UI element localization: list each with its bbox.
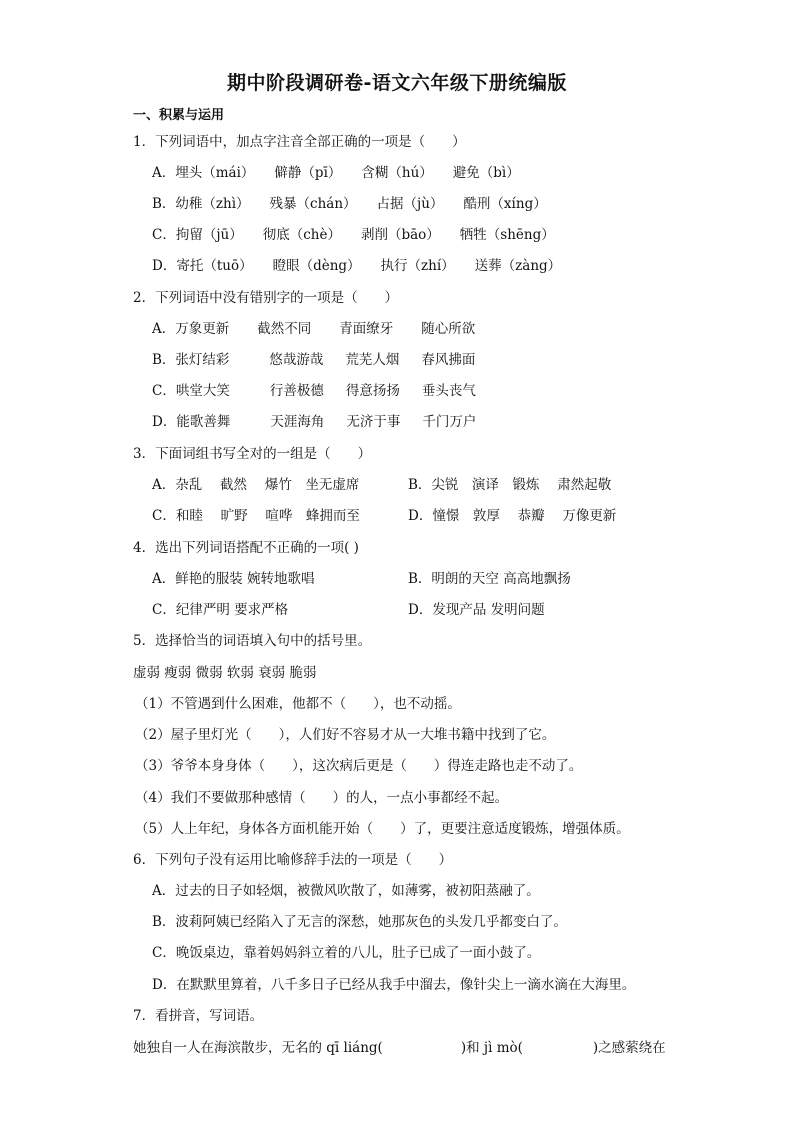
question-2-option-b: B．张灯结彩 悠哉游哉 荒芜人烟 春风拂面 — [152, 352, 476, 368]
question-1-stem: 1．下列词语中，加点字注音全部正确的一项是（ ） — [133, 134, 466, 150]
question-2-option-d: D．能歌善舞 天涯海角 无济于事 千门万户 — [152, 414, 477, 430]
question-5-word-bank: 虚弱 瘦弱 微弱 软弱 衰弱 脆弱 — [133, 665, 317, 681]
question-1-option-c: C．拘留（jū） 彻底（chè） 剥削（bāo） 牺牲（shēng） — [152, 227, 555, 243]
question-1-option-a: A．埋头（mái） 僻静（pī） 含糊（hú） 避免（bì） — [152, 165, 520, 181]
question-4-stem: 4．选出下列词语搭配不正确的一项( ) — [133, 540, 359, 556]
page-title: 期中阶段调研卷-语文六年级下册统编版 — [227, 72, 567, 94]
question-5-item-2: （2）屋子里灯光（ ），人们好不容易才从一大堆书籍中找到了它。 — [135, 727, 556, 743]
question-5-item-3: （3）爷爷本身身体（ ），这次病后更是（ ）得连走路也走不动了。 — [135, 758, 583, 774]
question-4-option-a: A．鲜艳的服装 婉转地歌唱 — [152, 571, 315, 587]
question-6-option-d: D．在默默里算着，八千多日子已经从我手中溜去，像针尖上一滴水滴在大海里。 — [152, 977, 636, 993]
question-2-option-a: A．万象更新 截然不同 青面缭牙 随心所欲 — [152, 321, 476, 337]
question-6-option-a: A．过去的日子如轻烟，被微风吹散了，如薄雾，被初阳蒸融了。 — [152, 883, 540, 899]
question-1-option-d: D．寄托（tuō） 瞪眼（dèng） 执行（zhí） 送葬（zàng） — [152, 258, 562, 274]
question-2-option-c: C．哄堂大笑 行善极德 得意扬扬 垂头丧气 — [152, 383, 476, 399]
question-2-stem: 2．下列词语中没有错别字的一项是（ ） — [133, 290, 399, 306]
question-7-sentence: 她独自一人在海滨散步，无名的 qī liáng( )和 jì mò( )之感萦绕在 — [133, 1040, 666, 1056]
question-6-option-b: B．波莉阿姨已经陷入了无言的深愁，她那灰色的头发几乎都变白了。 — [152, 914, 567, 930]
question-5-stem: 5．选择恰当的词语填入句中的括号里。 — [133, 633, 372, 649]
question-3-stem: 3．下面词组书写全对的一组是（ ） — [133, 446, 372, 462]
question-5-item-1: （1）不管遇到什么困难，他都不（ ），也不动摇。 — [135, 696, 461, 712]
question-3-option-a: A．杂乱 截然 爆竹 坐无虚席 — [152, 477, 360, 493]
question-3-option-d: D．憧憬 敦厚 恭瓣 万像更新 — [408, 508, 617, 524]
question-4-option-d: D．发现产品 发明问题 — [408, 602, 545, 618]
question-4-option-b: B．明朗的天空 高高地飘扬 — [408, 571, 571, 587]
question-5-item-4: （4）我们不要做那种感情（ ）的人，一点小事都经不起。 — [135, 790, 509, 806]
question-4-row-2 — [152, 598, 772, 618]
question-3-option-b: B．尖锐 演译 锻炼 肃然起敬 — [408, 477, 612, 493]
question-3-option-c: C．和睦 旷野 喧哗 蜂拥而至 — [152, 508, 360, 524]
question-4-row-1 — [152, 567, 772, 587]
question-3-row-1 — [152, 473, 772, 493]
section-heading: 一、积累与运用 — [133, 108, 225, 123]
question-5-item-5: （5）人上年纪，身体各方面机能开始（ ）了，更要注意适度锻炼，增强体质。 — [135, 821, 630, 837]
question-3-row-2 — [152, 504, 772, 524]
question-4-option-c: C．纪律严明 要求严格 — [152, 602, 289, 618]
question-7-stem: 7．看拼音，写词语。 — [133, 1008, 264, 1024]
question-6-option-c: C．晚饭桌边，靠着妈妈斜立着的八儿，肚子已成了一面小鼓了。 — [152, 945, 541, 961]
question-1-option-b: B．幼稚（zhì） 残暴（chán） 占据（jù） 酷刑（xíng） — [152, 196, 547, 212]
question-6-stem: 6．下列句子没有运用比喻修辞手法的一项是（ ） — [133, 852, 453, 868]
